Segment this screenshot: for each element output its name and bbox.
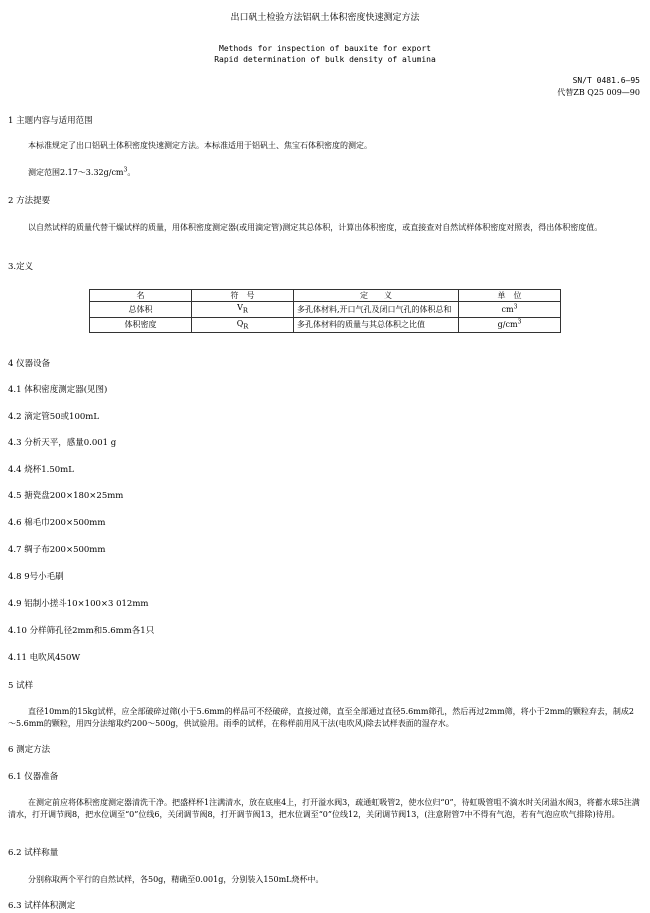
subsection-6-3-heading: 6.3 试样体积测定 [8, 901, 76, 911]
unit-superscript: 3 [517, 318, 522, 326]
table-cell-symbol [192, 317, 294, 333]
document-title-en-line1: Methods for inspection of bauxite for export [219, 44, 431, 53]
section-3-heading: 3.定义 [8, 262, 34, 272]
table-cell-definition: 多孔体材料,开口气孔及闭口气孔的体积总和 [294, 302, 459, 318]
section-5-heading: 5 试样 [8, 681, 34, 691]
list-item: 4.11 电吹风450W [8, 653, 81, 663]
replaced-standard: 代替ZB Q25 009—90 [557, 88, 640, 97]
range-suffix: 。 [127, 168, 136, 177]
table-cell-unit [459, 317, 561, 333]
section-1-scope: 本标准规定了出口铝矾土体积密度快速测定方法。本标准适用于铝矾土、焦宝石体积密度的测定。 [28, 141, 372, 150]
list-item: 4.4 烧杯1.50mL [8, 465, 74, 475]
list-item: 4.10 分样筛孔径2mm和5.6mm各1只 [8, 626, 155, 636]
range-text: 测定范围2.17～3.32g/cm [28, 168, 124, 177]
list-item: 4.2 滴定管50或100mL [8, 412, 99, 422]
table-cell-symbol [192, 302, 294, 318]
list-item: 4.9 铝制小搓斗10×100×3 012mm [8, 599, 149, 609]
table-cell-name: 总体积 [90, 302, 192, 318]
unit-text: cm [501, 304, 514, 314]
unit-superscript: 3 [513, 303, 518, 311]
table-row [90, 317, 561, 333]
symbol-text: Q [236, 318, 244, 328]
table-header-symbol: 符 号 [192, 290, 294, 302]
table-header-unit: 单 位 [459, 290, 561, 302]
symbol-text: V [237, 303, 243, 312]
table-cell-unit [459, 302, 561, 318]
section-6-heading: 6 测定方法 [8, 745, 51, 755]
subsection-6-1-heading: 6.1 仪器准备 [8, 772, 59, 782]
standard-number: SN/T 0481.6—95 [572, 76, 640, 85]
table-header-name: 名 [90, 290, 192, 302]
definitions-table [89, 289, 561, 333]
table-cell-name: 体积密度 [90, 317, 192, 333]
list-item: 4.3 分析天平，感量0.001 g [8, 438, 117, 448]
table-header-row [90, 290, 561, 302]
unit-text: g/cm [497, 320, 518, 330]
symbol-subscript: R [243, 322, 249, 331]
document-title-cn: 出口矾土检验方法铝矾土体积密度快速测定方法 [230, 13, 420, 23]
section-2-heading: 2 方法提要 [8, 196, 51, 206]
section-5-sample-text: 直径10mm的15kg试样，应全部破碎过筛(小于5.6mm的样品可不经破碎，直接过筛，直至全部通过直径5.6mm筛孔，然后再过2mm筛，将小于2mm的颗粒弃去，制成2～5.6mm的颗粒，用四分法缩取约200～500g，供试验用。雨季的试样，在称样前用风干法(电吹风)除去试样表面的湿存水。 [8, 707, 635, 728]
section-1-heading: 1 主题内容与适用范围 [8, 116, 93, 126]
subsection-6-1-text: 在测定前应将体积密度测定器清洗干净。把盛样杯1注满清水，放在底座4上，打开溢水阀3，疏通虹吸管2，使水位归“0”，待虹吸管咀不滴水时关闭溢水阀3，将蓄水球5注满清水，打开调节阀8，把水位调至“0”位线6，关闭调节阀8，打开调节阀13，把水位调至“0”位线12，关闭调节阀13，(注意附管7中不得有气泡，若有气泡应吹气排除)待用。 [8, 798, 640, 819]
list-item: 4.5 搪瓷盘200×180×25mm [8, 491, 124, 501]
document-title-en-line2: Rapid determination of bulk density of alumina [214, 55, 436, 64]
table-header-definition: 定 义 [294, 290, 459, 302]
table-cell-definition: 多孔体材料的质量与其总体积之比值 [294, 317, 459, 333]
list-item: 4.1 体积密度测定器(见图) [8, 385, 108, 395]
range-unit-sup: 3 [123, 166, 128, 174]
list-item: 4.7 绸子布200×500mm [8, 545, 106, 555]
subsection-6-2-text: 分别称取两个平行的自然试样，各50g，精确至0.001g，分别装入150mL烧杯中。 [28, 875, 324, 884]
section-4-heading: 4 仪器设备 [8, 359, 51, 369]
list-item: 4.8 9号小毛刷 [8, 572, 64, 582]
section-1-range [28, 167, 135, 179]
subsection-6-2-heading: 6.2 试样称量 [8, 848, 59, 858]
symbol-subscript: R [242, 306, 248, 315]
list-item: 4.6 棉毛巾200×500mm [8, 518, 106, 528]
table-row [90, 302, 561, 318]
section-2-summary: 以自然试样的质量代替干燥试样的质量，用体积密度测定器(或用滴定管)测定其总体积，计算出体积密度，或直接查对自然试样体积密度对照表，得出体积密度值。 [28, 223, 603, 232]
